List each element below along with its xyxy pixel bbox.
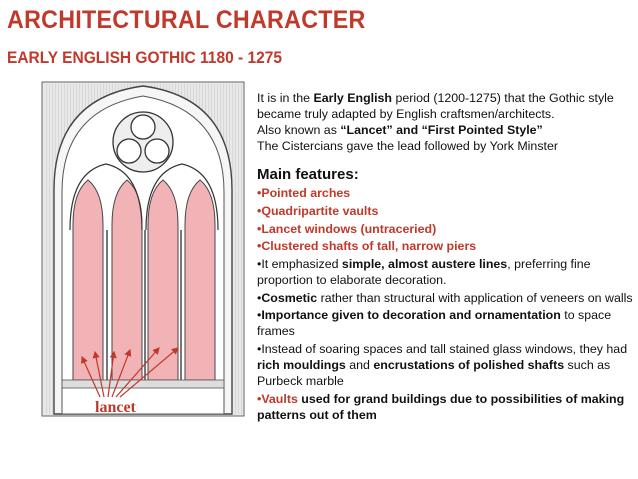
features-heading: Main features: [257,166,359,184]
lancet-label: lancet [95,399,136,416]
list-item: •Importance given to decoration and ornamentation to space frames [257,308,612,339]
intro-text: The Cistercians gave the lead followed by York Minster [257,139,558,154]
list-item: •Clustered shafts of tall, narrow piers [257,239,477,254]
slide-subtitle: EARLY ENGLISH GOTHIC 1180 - 1275 [7,49,282,67]
intro-emphasis: “Lancet” and “First Pointed Style” [340,123,543,138]
intro-text: It is in the [257,91,314,105]
intro-text: period (1200-1275) that the Gothic style became truly adapted by English craftsmen/architects. [257,91,614,122]
list-item: •Vaults used for grand buildings due to possibilities of making patterns out of them [257,391,625,422]
trefoil-icon [113,112,173,172]
text-column [257,90,635,424]
list-item: •Cosmetic rather than structural with application of veneers on walls [257,290,633,305]
intro-paragraph [257,90,635,154]
list-item: •It emphasized simple, almost austere lines, preferring fine proportion to elaborate decoration. [257,256,591,287]
features-list [257,185,635,422]
list-item: •Instead of soaring spaces and tall stained glass windows, they had rich mouldings and encrustations of polished shafts such as Purbeck marble [257,341,628,388]
lancet-window-illustration [40,80,246,418]
list-item: •Lancet windows (untraceried) [257,221,437,236]
list-item: •Quadripartite vaults [257,204,379,219]
slide-title: ARCHITECTURAL CHARACTER [7,6,366,34]
list-item: •Pointed arches [257,186,351,201]
intro-emphasis: Early English [313,91,392,105]
intro-text: Also known as [257,123,341,138]
